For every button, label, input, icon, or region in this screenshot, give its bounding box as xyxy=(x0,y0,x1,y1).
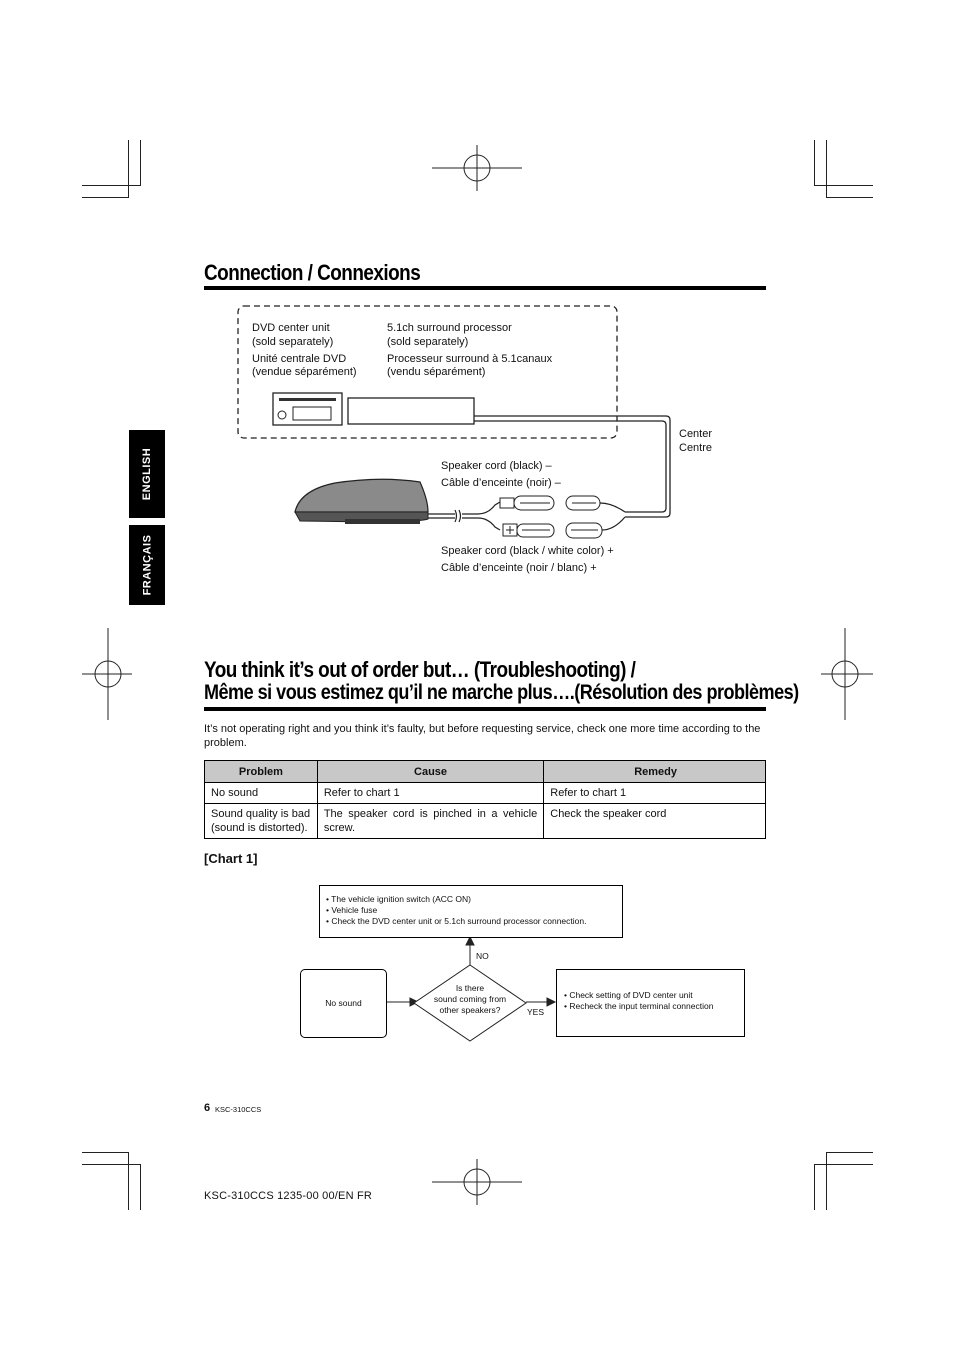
print-code: KSC-310CCS 1235-00 00/EN FR xyxy=(204,1190,373,1202)
dvd-label-fr-2: (vendue séparément) xyxy=(252,366,357,378)
chart1-title: [Chart 1] xyxy=(204,851,258,866)
center-label-fr: Centre xyxy=(679,442,713,454)
dvd-label-en-1: DVD center unit xyxy=(252,322,330,334)
page-number: 6 xyxy=(204,1102,211,1114)
proc-label-fr-1: Processeur surround à 5.1canaux xyxy=(387,353,553,365)
cell-remedy: Check the speaker cord xyxy=(544,804,766,839)
flow-box-check-items: • The vehicle ignition switch (ACC ON) • Vehicle fuse • Check the DVD center unit or 5.1ch surround processor connection. xyxy=(319,885,623,938)
flow-start-no-sound: No sound xyxy=(300,969,387,1038)
cell-problem: No sound xyxy=(205,783,318,804)
tab-english: ENGLISH xyxy=(129,430,165,518)
decision-text: Is there sound coming from other speakers? xyxy=(433,983,507,1015)
proc-label-fr-2: (vendu séparément) xyxy=(387,366,486,378)
cord-bw-label-fr: Câble d’enceinte (noir / blanc) + xyxy=(441,562,597,574)
cell-cause: The speaker cord is pinched in a vehicle screw. xyxy=(317,804,543,839)
model-name-small: KSC-310CCS xyxy=(215,1105,262,1114)
proc-label-en-1: 5.1ch surround processor xyxy=(387,322,512,334)
flow-box-check-settings: • Check setting of DVD center unit • Recheck the input terminal connection xyxy=(556,969,745,1037)
dvd-label-en-2: (sold separately) xyxy=(252,336,334,348)
cord-black-label-fr: Câble d’enceinte (noir) – xyxy=(441,477,561,489)
dvd-label-fr-1: Unité centrale DVD xyxy=(252,353,347,365)
yes-label: YES xyxy=(527,1007,545,1017)
cell-cause: Refer to chart 1 xyxy=(317,783,543,804)
header-cause: Cause xyxy=(317,761,543,783)
cord-bw-label-en: Speaker cord (black / white color) + xyxy=(441,545,614,557)
troubleshooting-intro: It’s not operating right and you think it’s faulty, but before requesting service, check one more time according to the problem. xyxy=(204,723,761,749)
center-label-en: Center xyxy=(679,428,713,440)
cell-problem: Sound quality is bad (sound is distorted). xyxy=(205,804,318,839)
cord-black-label-en: Speaker cord (black) – xyxy=(441,460,552,472)
connection-title: Connection / Connexions xyxy=(204,260,421,285)
proc-label-en-2: (sold separately) xyxy=(387,336,469,348)
no-label: NO xyxy=(476,951,489,961)
tab-french: FRANÇAIS xyxy=(129,525,165,605)
header-problem: Problem xyxy=(205,761,318,783)
troubleshooting-title-line1: You think it’s out of order but… (Troubleshooting) / xyxy=(204,657,636,682)
header-remedy: Remedy xyxy=(544,761,766,783)
troubleshooting-title-line2: Même si vous estimez qu’il ne marche plus….(Résolution des problèmes) xyxy=(204,681,799,704)
cell-remedy: Refer to chart 1 xyxy=(544,783,766,804)
